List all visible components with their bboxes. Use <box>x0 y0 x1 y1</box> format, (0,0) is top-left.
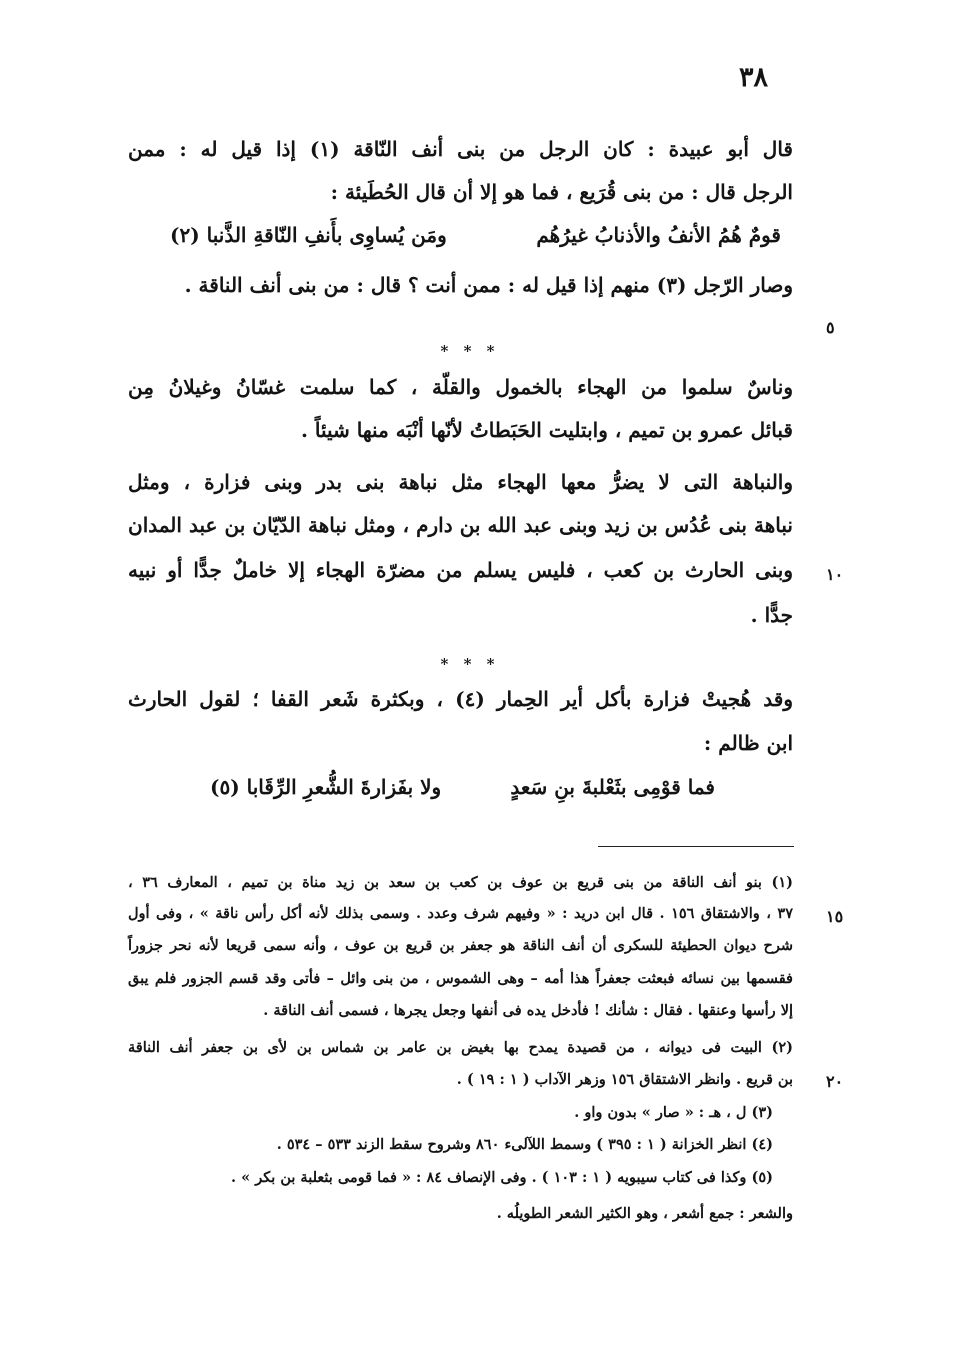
line-number-20: ٢٠ <box>826 1072 844 1091</box>
line-number-10: ١٠ <box>826 565 844 584</box>
footnote-line: فقسمها بين نسائه فبعثت جعفراً هذا أمه – وهى الشموس ، من بنى وائل – فأتى وقد قسم الجزور فلم يبق <box>128 970 793 987</box>
body-line: الرجل قال : من بنى قُرَيع ، فما هو إلا أن قال الحُطَيئة : <box>330 180 793 204</box>
footnote-separator <box>598 846 794 847</box>
body-line: وصار الرّجل (٣) منهم إذا قيل له : ممن أنت ؟ قال : من بنى أنف الناقة . <box>184 273 793 297</box>
line-number-5: ٥ <box>826 318 835 337</box>
footnote-line: شرح ديوان الحطيئة للسكرى أن أنف الناقة هو جعفر بن قريع بن عوف ، وأنه سمى قريعا لأنه نحر جزوراً <box>128 937 793 954</box>
body-line: قبائل عمرو بن تميم ، وابتليت الحَبَطاتُ لأنّها أنْبَه منها شيئاً . <box>300 418 793 442</box>
section-separator: * * * <box>440 655 500 673</box>
footnote-line: ٣٧ ، والاشتقاق ١٥٦ . قال ابن دريد : « وفيهم شرف وعدد . وسمى بذلك لأنه أكل رأس ناقة » ، وفى أول <box>128 905 793 922</box>
body-line: ابن ظالم : <box>703 731 793 755</box>
verse-first-hemistich: قومٌ هُمُ الأنفُ والأذنابُ غيرُهُم <box>536 223 781 247</box>
verse-first-hemistich: فما قوْمِى بثَعْلبةَ بنِ سَعدٍ <box>510 775 715 799</box>
body-line: جدًّا . <box>750 603 793 627</box>
footnote-line: (٣) ل ، هـ : « صار » بدون واو . <box>574 1104 773 1121</box>
line-number-15: ١٥ <box>826 907 844 926</box>
body-line: وقد هُجيتْ فزارة بأكل أير الحِمار (٤) ، وبكثرة شَعر القفا ؛ لقول الحارث <box>128 687 793 711</box>
section-separator: * * * <box>440 342 500 360</box>
footnote-line: (٤) انظر الخزانة ( ١ : ٣٩٥ ) وسمط اللآلىء ٨٦٠ وشروح سقط الزند ٥٣٣ – ٥٣٤ . <box>276 1136 773 1153</box>
verse-second-hemistich: ولا بفَزارةَ الشُّعرِ الرِّقَابا (٥) <box>210 775 442 799</box>
verse-second-hemistich: ومَن يُساوِى بأَنفِ النّاقةِ الذَّنبا (٢) <box>170 223 447 247</box>
body-line: وناسٌ سلموا من الهجاء بالخمول والقلّة ، كما سلمت غسّانُ وغيلانُ مِن <box>128 375 793 399</box>
footnote-line: إلا رأسها وعنقها . فقال : شأنك ! فأدخل يده فى أنفها وجعل يجرها ، فسمى أنف الناقة . <box>263 1002 793 1019</box>
body-line: والنباهة التى لا يضرُّ معها الهجاء مثل نباهة بنى بدر وبنى فزارة ، ومثل <box>128 470 793 494</box>
footnote-line: بن قريع . وانظر الاشتقاق ١٥٦ وزهر الآداب ( ١ : ١٩ ) . <box>456 1071 793 1088</box>
footnote-line: (٢) البيت فى ديوانه ، من قصيدة يمدح بها بغيض بن عامر بن شماس بن لأى بن جعفر أنف الناقة <box>128 1039 793 1056</box>
body-line: قال أبو عبيدة : كان الرجل من بنى أنف النّاقة (١) إذا قيل له : ممن <box>128 137 793 161</box>
page-number: ٣٨ <box>738 62 768 93</box>
footnote-line: والشعر : جمع أشعر ، وهو الكثير الشعر الطويلُه . <box>496 1205 793 1222</box>
body-line: وبنى الحارث بن كعب ، فليس يسلم من مضرّة الهجاء إلا خاملٌ جدًّا أو نبيه <box>128 558 793 582</box>
footnote-line: (١) بنو أنف الناقة من بنى قريع بن عوف بن كعب بن سعد بن زيد مناة بن تميم ، المعارف ٣٦ ، <box>128 874 794 891</box>
body-line: نباهة بنى عُدُس بن زيد وبنى عبد الله بن دارم ، ومثل نباهة الدّيّان بن عبد المدان <box>128 513 793 537</box>
footnote-line: (٥) وكذا فى كتاب سيبويه ( ١ : ١٠٣ ) . وفى الإنصاف ٨٤ : « فما قومى بثعلبة بن بكر » . <box>231 1169 773 1186</box>
